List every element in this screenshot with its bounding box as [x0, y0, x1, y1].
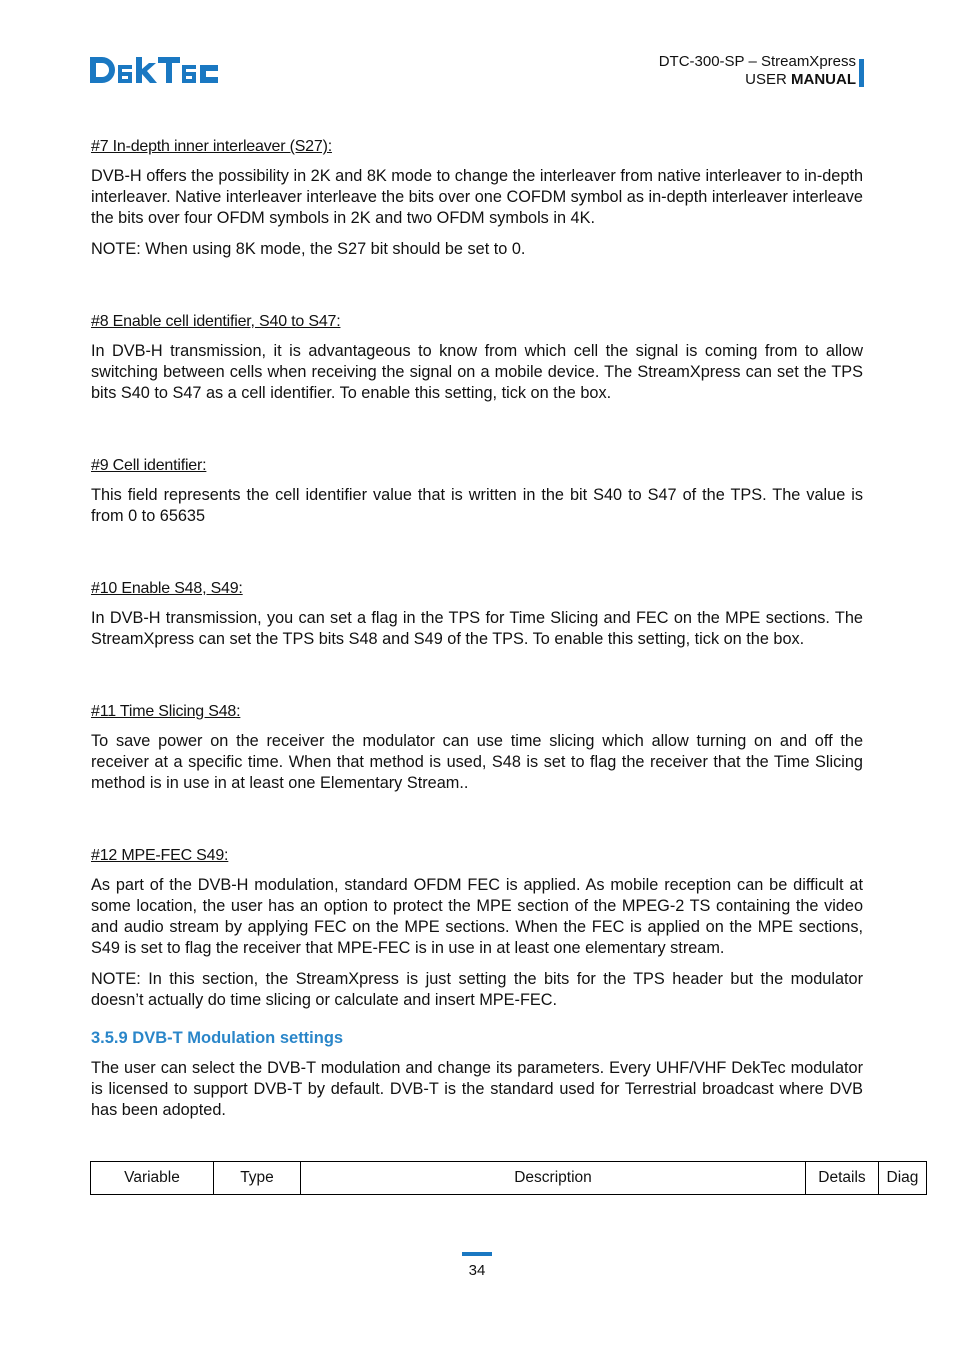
- header-accent-bar: [859, 59, 864, 87]
- dektec-logo: [90, 55, 220, 87]
- section-heading: #7 In-depth inner interleaver (S27):: [91, 138, 332, 155]
- column-header-variable: Variable: [91, 1162, 214, 1195]
- column-header-details: Details: [806, 1162, 879, 1195]
- section-heading: #8 Enable cell identifier, S40 to S47:: [91, 313, 341, 330]
- section-paragraph: This field represents the cell identifier value that is written in the bit S40 to S47 of the TPS. The value is from 0 to 65635: [91, 486, 863, 525]
- note-paragraph: NOTE: When using 8K mode, the S27 bit should be set to 0.: [91, 240, 526, 258]
- page-number: 34: [468, 1262, 486, 1279]
- note-paragraph: NOTE: In this section, the StreamXpress is just setting the bits for the TPS header but the modulator doesn’t actually do time slicing or calculate and insert MPE-FEC.: [91, 970, 863, 1009]
- section-title-3-5-9: 3.5.9 DVB-T Modulation settings: [91, 1029, 344, 1047]
- section-paragraph: As part of the DVB-H modulation, standard OFDM FEC is applied. As mobile reception can be difficult at some location, the user has an option to protect the MPE section of the MPEG-2 TS containing the video and audio stream by applying FEC on the MPE sections. When the FEC is applied on the MPE sections, S49 is set to flag the receiver that MPE-FEC is in use in at least one elementary stream.: [91, 876, 863, 957]
- product-title: DTC-300-SP – StreamXpress: [658, 53, 856, 70]
- page-content: [91, 136, 863, 1131]
- document-header: [659, 53, 856, 89]
- table-header-row: [91, 1162, 927, 1195]
- section-heading: #11 Time Slicing S48:: [91, 703, 241, 720]
- section-heading: #9 Cell identifier:: [91, 457, 207, 474]
- section-paragraph: In DVB-H transmission, you can set a flag in the TPS for Time Slicing and FEC on the MPE sections. The StreamXpress can set the TPS bits S48 and S49 of the TPS. To enable this setting, tick on the box.: [91, 609, 863, 648]
- footer-accent-bar: [462, 1252, 492, 1256]
- column-header-description: Description: [301, 1162, 806, 1195]
- manual-label: USER MANUAL: [745, 71, 856, 88]
- column-header-diag: Diag: [879, 1162, 927, 1195]
- section-paragraph: DVB-H offers the possibility in 2K and 8K mode to change the interleaver from native interleaver to in-depth interleaver. Native interleaver interleave the bits over one COFDM symbol as in-depth interleaver interleave the bits over four OFDM symbols in 2K and two OFDM symbols in 4K.: [91, 167, 863, 227]
- section-paragraph: In DVB-H transmission, it is advantageous to know from which cell the signal is coming from to allow switching between cells when receiving the signal on a mobile device. The StreamXpress can set the TPS bits S40 to S47 as a cell identifier. To enable this setting, tick on the box.: [91, 342, 863, 402]
- section-heading: #12 MPE-FEC S49:: [91, 847, 229, 864]
- column-header-type: Type: [214, 1162, 301, 1195]
- section-heading: #10 Enable S48, S49:: [91, 580, 243, 597]
- section-paragraph: To save power on the receiver the modulator can use time slicing which allow turning on and off the receiver at a specific time. When that method is used, S48 is set to flag the receiver that the Time Slicing method is in use in at least one Elementary Stream..: [91, 732, 863, 792]
- section-paragraph: The user can select the DVB-T modulation and change its parameters. Every UHF/VHF DekTec modulator is licensed to support DVB-T by default. DVB-T is the standard used for Terrestrial broadcast where DVB has been adopted.: [91, 1059, 863, 1119]
- parameter-table: [90, 1161, 927, 1195]
